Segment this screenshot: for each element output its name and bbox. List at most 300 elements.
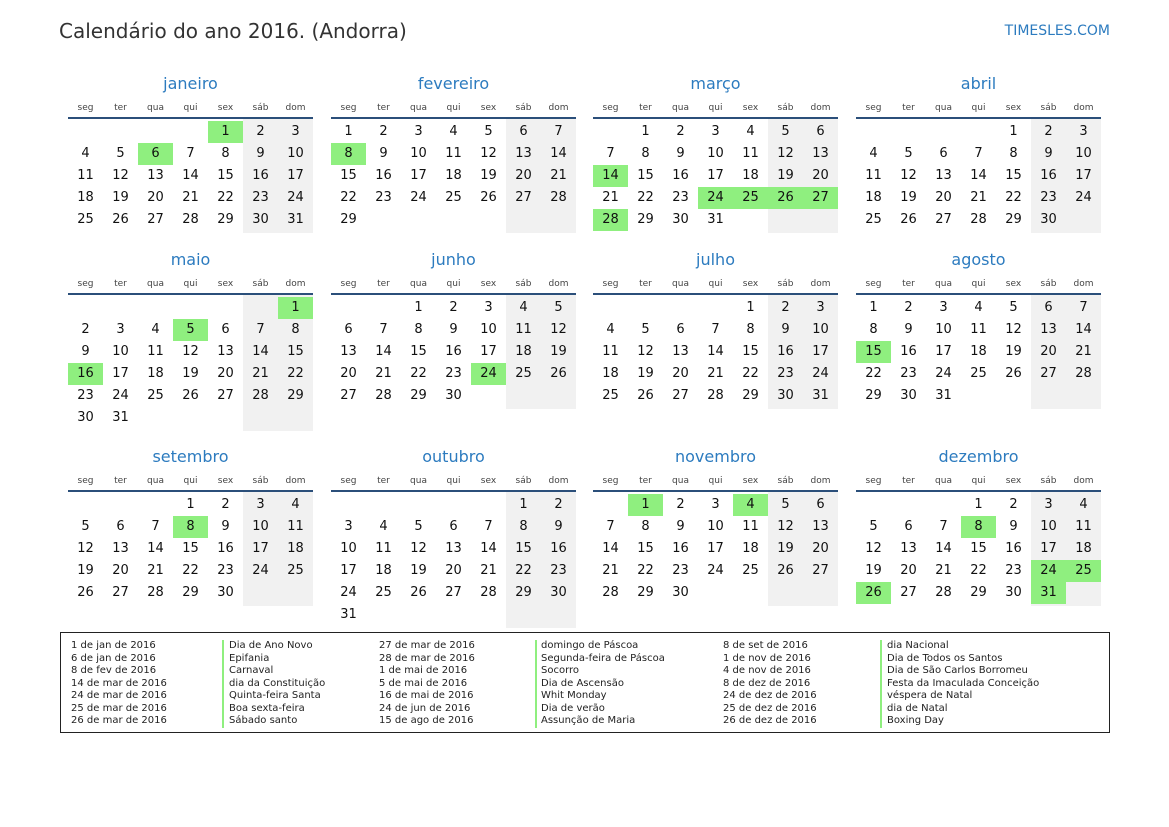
legend-date: 14 de mar de 2016	[71, 677, 167, 689]
day-cell: 13	[812, 519, 829, 534]
day-cell: 22	[1005, 190, 1022, 205]
day-cell: 14	[147, 541, 164, 556]
day-cell: 9	[781, 322, 790, 337]
day-cell: 1	[641, 124, 650, 139]
day-cell: 13	[672, 344, 689, 359]
day-cell: 13	[515, 146, 532, 161]
weekday-label: dom	[1073, 476, 1094, 486]
day-cell: 19	[1005, 344, 1022, 359]
weekday-label: dom	[810, 279, 831, 289]
day-cell: 16	[900, 344, 917, 359]
day-cell: 6	[816, 124, 825, 139]
day-cell: 27	[515, 190, 532, 205]
day-cell: 8	[221, 146, 230, 161]
legend-holiday-name: Whit Monday	[541, 690, 607, 701]
month-name: outubro	[422, 447, 485, 466]
legend-holiday-name: Carnaval	[229, 665, 274, 676]
weekday-header	[68, 476, 313, 490]
day-cell: 21	[602, 190, 619, 205]
day-cell: 7	[186, 146, 195, 161]
day-cell: 2	[81, 322, 90, 337]
weekday-header	[331, 279, 576, 293]
day-cell: 3	[256, 497, 265, 512]
day-cell: 11	[515, 322, 532, 337]
month-name: setembro	[152, 447, 229, 466]
weekday-label: dom	[1073, 103, 1094, 113]
day-cell: 26	[112, 212, 129, 227]
day-cell: 10	[410, 146, 427, 161]
holiday-day-cell: 8	[961, 516, 996, 538]
day-cell: 17	[707, 168, 724, 183]
weekday-label: seg	[77, 279, 94, 289]
month-name: junho	[431, 250, 476, 269]
holiday-day-cell: 26	[856, 582, 891, 604]
day-cell: 29	[970, 585, 987, 600]
weekday-label: qua	[672, 279, 689, 289]
day-cell: 7	[974, 146, 983, 161]
day-cell: 19	[865, 563, 882, 578]
weekday-label: dom	[810, 103, 831, 113]
weekday-label: seg	[602, 103, 619, 113]
day-cell: 22	[217, 190, 234, 205]
day-cell: 22	[637, 563, 654, 578]
weekday-label: sex	[217, 279, 234, 289]
day-cell: 1	[974, 497, 983, 512]
day-cell: 6	[116, 519, 125, 534]
day-cell: 21	[375, 366, 392, 381]
day-cell: 23	[550, 563, 567, 578]
day-cell: 1	[519, 497, 528, 512]
day-cell: 18	[970, 344, 987, 359]
holiday-day-cell: 15	[856, 341, 891, 363]
month-name: novembro	[675, 447, 756, 466]
legend-date: 25 de mar de 2016	[71, 702, 167, 714]
day-cell: 12	[777, 519, 794, 534]
holiday-day-cell: 26	[768, 187, 803, 209]
legend-holiday-name: dia Nacional	[887, 640, 949, 651]
day-cell: 29	[1005, 212, 1022, 227]
day-cell: 16	[217, 541, 234, 556]
day-cell: 25	[602, 388, 619, 403]
weekday-label: sex	[742, 476, 759, 486]
day-cell: 23	[672, 190, 689, 205]
day-cell: 27	[812, 563, 829, 578]
day-cell: 5	[781, 124, 790, 139]
day-cell: 18	[1075, 541, 1092, 556]
day-cell: 20	[672, 366, 689, 381]
day-cell: 11	[77, 168, 94, 183]
day-cell: 12	[410, 541, 427, 556]
weekday-label: qua	[410, 476, 427, 486]
day-cell: 1	[1009, 124, 1018, 139]
day-cell: 5	[641, 322, 650, 337]
day-cell: 5	[554, 300, 563, 315]
weekday-label: sex	[742, 103, 759, 113]
holiday-legend	[60, 632, 1110, 733]
day-cell: 9	[379, 146, 388, 161]
day-cell: 20	[935, 190, 952, 205]
day-cell: 4	[151, 322, 160, 337]
day-cell: 16	[550, 541, 567, 556]
weekday-label: sáb	[777, 476, 794, 486]
day-cell: 26	[900, 212, 917, 227]
holiday-day-cell: 4	[733, 494, 768, 516]
day-cell: 11	[742, 146, 759, 161]
holiday-day-cell: 31	[1031, 582, 1066, 604]
day-cell: 19	[777, 168, 794, 183]
day-cell: 1	[344, 124, 353, 139]
day-cell: 3	[414, 124, 423, 139]
day-cell: 30	[217, 585, 234, 600]
day-cell: 9	[1044, 146, 1053, 161]
day-cell: 23	[1040, 190, 1057, 205]
weekday-header	[593, 476, 838, 490]
day-cell: 22	[865, 366, 882, 381]
weekday-label: qui	[183, 103, 198, 113]
day-cell: 9	[221, 519, 230, 534]
day-cell: 25	[515, 366, 532, 381]
legend-date: 1 de mai de 2016	[379, 665, 468, 676]
legend-holiday-name: dia de Natal	[887, 702, 948, 714]
day-cell: 26	[77, 585, 94, 600]
day-cell: 10	[935, 322, 952, 337]
day-cell: 11	[1075, 519, 1092, 534]
day-cell: 2	[1044, 124, 1053, 139]
day-cell: 28	[707, 388, 724, 403]
day-cell: 8	[641, 146, 650, 161]
day-cell: 2	[904, 300, 913, 315]
day-cell: 22	[410, 366, 427, 381]
day-cell: 17	[410, 168, 427, 183]
day-cell: 28	[602, 585, 619, 600]
weekday-label: sáb	[1040, 279, 1057, 289]
legend-date: 1 de jan de 2016	[71, 640, 156, 651]
weekday-label: qua	[935, 103, 952, 113]
day-cell: 22	[287, 366, 304, 381]
day-cell: 27	[147, 212, 164, 227]
day-cell: 14	[182, 168, 199, 183]
day-cell: 1	[869, 300, 878, 315]
day-cell: 14	[375, 344, 392, 359]
day-cell: 26	[182, 388, 199, 403]
day-cell: 15	[742, 344, 759, 359]
day-cell: 22	[182, 563, 199, 578]
weekday-label: sex	[1005, 103, 1022, 113]
day-cell: 10	[1075, 146, 1092, 161]
weekday-label: dom	[810, 476, 831, 486]
day-cell: 31	[112, 410, 129, 425]
day-cell: 22	[515, 563, 532, 578]
day-cell: 28	[480, 585, 497, 600]
legend-dates-column	[723, 640, 817, 728]
day-cell: 27	[935, 212, 952, 227]
weekday-label: qua	[410, 103, 427, 113]
day-cell: 4	[974, 300, 983, 315]
day-cell: 24	[812, 366, 829, 381]
day-cell: 11	[742, 519, 759, 534]
day-cell: 7	[606, 519, 615, 534]
day-cell: 14	[252, 344, 269, 359]
weekday-label: qui	[446, 279, 461, 289]
weekday-label: ter	[114, 103, 127, 113]
weekday-label: ter	[114, 279, 127, 289]
weekday-label: seg	[340, 103, 357, 113]
day-cell: 18	[147, 366, 164, 381]
legend-date: 24 de dez de 2016	[723, 690, 817, 701]
month-name: março	[690, 74, 741, 93]
day-cell: 18	[445, 168, 462, 183]
day-cell: 8	[746, 322, 755, 337]
legend-names-column	[229, 640, 325, 728]
day-cell: 3	[1044, 497, 1053, 512]
day-cell: 16	[1040, 168, 1057, 183]
day-cell: 27	[672, 388, 689, 403]
day-cell: 24	[707, 563, 724, 578]
weekday-label: seg	[77, 476, 94, 486]
legend-holiday-name: Festa da Imaculada Conceição	[887, 677, 1040, 689]
day-cell: 18	[77, 190, 94, 205]
weekday-label: sáb	[777, 279, 794, 289]
legend-holiday-name: Dia de Ascensão	[541, 677, 624, 689]
day-cell: 9	[676, 519, 685, 534]
weekday-label: sáb	[252, 476, 269, 486]
day-cell: 20	[147, 190, 164, 205]
legend-holiday-name: Dia de Ano Novo	[229, 640, 313, 651]
day-cell: 30	[672, 585, 689, 600]
day-cell: 30	[1005, 585, 1022, 600]
day-cell: 2	[379, 124, 388, 139]
day-cell: 11	[287, 519, 304, 534]
day-cell: 9	[554, 519, 563, 534]
weekday-label: ter	[639, 103, 652, 113]
day-cell: 25	[445, 190, 462, 205]
day-cell: 13	[147, 168, 164, 183]
day-cell: 13	[1040, 322, 1057, 337]
day-cell: 29	[410, 388, 427, 403]
weekday-label: sáb	[515, 103, 532, 113]
day-cell: 25	[77, 212, 94, 227]
day-cell: 8	[291, 322, 300, 337]
day-cell: 15	[182, 541, 199, 556]
day-cell: 11	[602, 344, 619, 359]
day-cell: 5	[116, 146, 125, 161]
day-cell: 6	[816, 497, 825, 512]
day-cell: 14	[480, 541, 497, 556]
day-cell: 31	[287, 212, 304, 227]
weekday-label: qui	[971, 476, 986, 486]
holiday-day-cell: 24	[471, 363, 506, 385]
weekday-label: seg	[340, 476, 357, 486]
day-cell: 21	[182, 190, 199, 205]
day-cell: 7	[151, 519, 160, 534]
day-cell: 3	[344, 519, 353, 534]
day-cell: 17	[707, 541, 724, 556]
day-cell: 5	[904, 146, 913, 161]
day-cell: 31	[707, 212, 724, 227]
weekday-header	[856, 279, 1101, 293]
day-cell: 15	[970, 541, 987, 556]
weekday-label: sáb	[1040, 103, 1057, 113]
day-cell: 19	[550, 344, 567, 359]
day-cell: 9	[1009, 519, 1018, 534]
legend-date: 26 de dez de 2016	[723, 715, 817, 726]
day-cell: 24	[935, 366, 952, 381]
month-name: fevereiro	[417, 74, 490, 93]
day-cell: 22	[970, 563, 987, 578]
day-cell: 19	[182, 366, 199, 381]
legend-holiday-name: domingo de Páscoa	[541, 640, 639, 651]
day-cell: 19	[900, 190, 917, 205]
day-cell: 4	[449, 124, 458, 139]
day-cell: 18	[287, 541, 304, 556]
day-cell: 17	[1075, 168, 1092, 183]
weekday-header	[593, 279, 838, 293]
day-cell: 30	[900, 388, 917, 403]
day-cell: 19	[637, 366, 654, 381]
day-cell: 4	[1079, 497, 1088, 512]
day-cell: 12	[112, 168, 129, 183]
weekday-label: qui	[708, 476, 723, 486]
day-cell: 10	[1040, 519, 1057, 534]
weekday-header	[856, 476, 1101, 490]
weekday-label: dom	[285, 279, 306, 289]
day-cell: 2	[1009, 497, 1018, 512]
month-name: abril	[960, 74, 997, 93]
weekday-label: seg	[602, 279, 619, 289]
day-cell: 10	[707, 519, 724, 534]
day-cell: 16	[1005, 541, 1022, 556]
day-cell: 29	[217, 212, 234, 227]
day-cell: 13	[112, 541, 129, 556]
weekday-label: qua	[410, 279, 427, 289]
weekday-label: dom	[285, 476, 306, 486]
day-cell: 11	[865, 168, 882, 183]
legend-holiday-name: Dia de São Carlos Borromeu	[887, 665, 1028, 676]
day-cell: 29	[287, 388, 304, 403]
day-cell: 17	[340, 563, 357, 578]
weekday-label: sáb	[252, 279, 269, 289]
weekday-label: qui	[971, 103, 986, 113]
day-cell: 12	[77, 541, 94, 556]
weekday-header	[331, 103, 576, 117]
day-cell: 22	[637, 190, 654, 205]
day-cell: 24	[287, 190, 304, 205]
weekday-label: sex	[480, 279, 497, 289]
day-cell: 19	[777, 541, 794, 556]
day-cell: 4	[379, 519, 388, 534]
day-cell: 3	[1079, 124, 1088, 139]
day-cell: 6	[939, 146, 948, 161]
holiday-day-cell: 16	[68, 363, 103, 385]
weekday-label: dom	[548, 103, 569, 113]
day-cell: 11	[375, 541, 392, 556]
day-cell: 8	[414, 322, 423, 337]
day-cell: 26	[637, 388, 654, 403]
weekday-label: ter	[639, 476, 652, 486]
day-cell: 12	[480, 146, 497, 161]
weekday-label: ter	[902, 476, 915, 486]
day-cell: 29	[515, 585, 532, 600]
day-cell: 27	[900, 585, 917, 600]
weekday-header	[331, 476, 576, 490]
day-cell: 23	[375, 190, 392, 205]
day-cell: 1	[186, 497, 195, 512]
weekday-label: seg	[77, 103, 94, 113]
day-cell: 21	[970, 190, 987, 205]
day-cell: 20	[217, 366, 234, 381]
day-cell: 29	[182, 585, 199, 600]
day-cell: 21	[935, 563, 952, 578]
legend-holiday-name: Dia de verão	[541, 702, 605, 714]
weekday-label: sex	[1005, 476, 1022, 486]
holiday-day-cell: 14	[593, 165, 628, 187]
day-cell: 13	[900, 541, 917, 556]
weekday-label: qua	[147, 279, 164, 289]
day-cell: 12	[900, 168, 917, 183]
day-cell: 8	[519, 519, 528, 534]
day-cell: 30	[252, 212, 269, 227]
day-cell: 17	[1040, 541, 1057, 556]
day-cell: 27	[1040, 366, 1057, 381]
holiday-day-cell: 6	[138, 143, 173, 165]
weekday-label: seg	[865, 476, 882, 486]
day-cell: 9	[904, 322, 913, 337]
weekday-label: qua	[672, 476, 689, 486]
day-cell: 17	[287, 168, 304, 183]
day-cell: 9	[449, 322, 458, 337]
legend-names-column	[541, 640, 665, 728]
day-cell: 4	[606, 322, 615, 337]
weekday-label: sex	[480, 103, 497, 113]
day-cell: 28	[375, 388, 392, 403]
day-cell: 25	[970, 366, 987, 381]
legend-names-column	[887, 640, 1039, 728]
day-cell: 11	[147, 344, 164, 359]
weekday-label: dom	[285, 103, 306, 113]
day-cell: 10	[287, 146, 304, 161]
day-cell: 7	[1079, 300, 1088, 315]
day-cell: 29	[865, 388, 882, 403]
day-cell: 29	[637, 212, 654, 227]
day-cell: 27	[445, 585, 462, 600]
legend-date: 27 de mar de 2016	[379, 640, 475, 651]
day-cell: 24	[112, 388, 129, 403]
day-cell: 15	[287, 344, 304, 359]
day-cell: 28	[970, 212, 987, 227]
day-cell: 2	[676, 124, 685, 139]
day-cell: 23	[672, 563, 689, 578]
legend-holiday-name: Segunda-feira de Páscoa	[541, 652, 665, 664]
day-cell: 24	[252, 563, 269, 578]
legend-date: 1 de nov de 2016	[723, 652, 811, 664]
day-cell: 6	[221, 322, 230, 337]
day-cell: 6	[519, 124, 528, 139]
day-cell: 17	[935, 344, 952, 359]
legend-date: 26 de mar de 2016	[71, 715, 167, 726]
day-cell: 10	[812, 322, 829, 337]
legend-holiday-name: Quinta-feira Santa	[229, 690, 321, 701]
legend-date: 25 de dez de 2016	[723, 702, 817, 714]
weekday-label: sex	[217, 476, 234, 486]
legend-dates-column	[379, 640, 475, 728]
weekday-header	[856, 103, 1101, 117]
weekday-label: sex	[217, 103, 234, 113]
weekday-label: qui	[183, 279, 198, 289]
day-cell: 13	[935, 168, 952, 183]
day-cell: 6	[449, 519, 458, 534]
day-cell: 23	[445, 366, 462, 381]
site-link[interactable]: TIMESLES.COM	[1004, 23, 1110, 39]
